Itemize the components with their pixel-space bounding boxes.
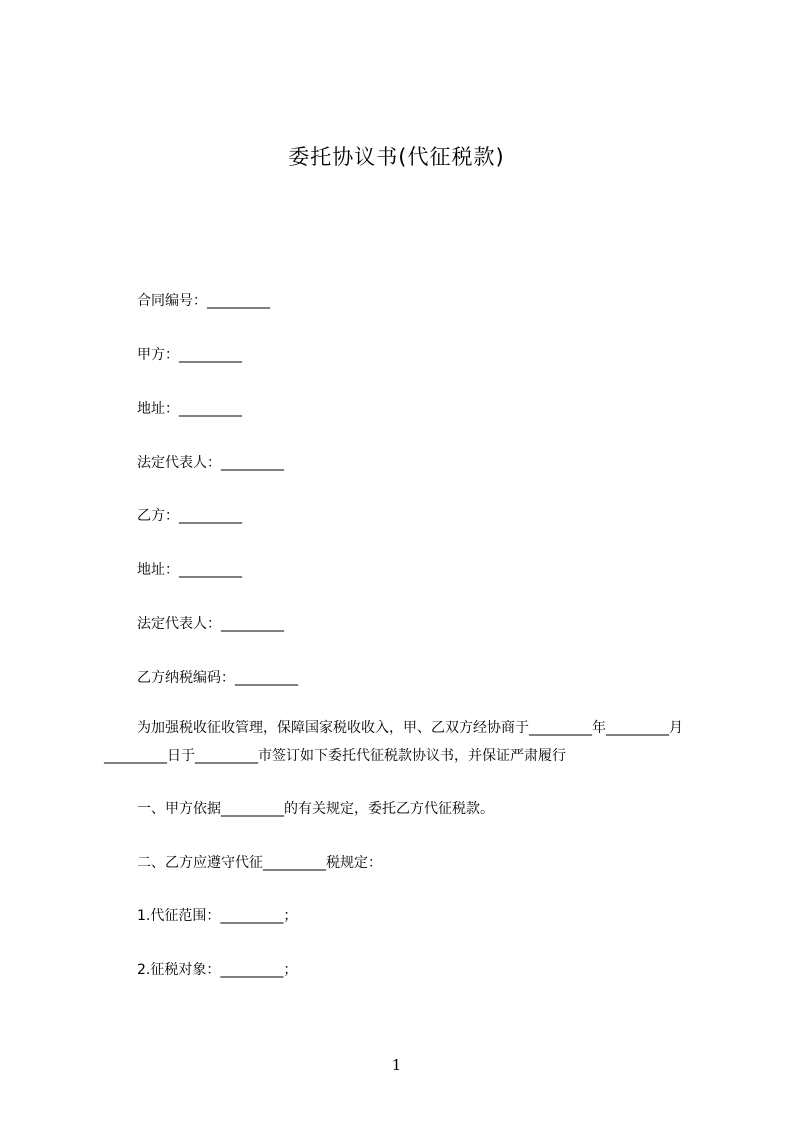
clause-2: 二、乙方应遵守代征_________税规定： (137, 855, 382, 871)
contract-number-field: 合同编号：_________ (137, 293, 270, 309)
intro-paragraph: 为加强税收征收管理，保障国家税收收入，甲、乙双方经协商于_________年_________月_________日于_________市签订如下委托代征税款协议书，并保证严肃履行 (104, 720, 683, 764)
party-a-field: 甲方：_________ (137, 347, 242, 363)
party-b-address-field: 地址：_________ (137, 562, 242, 578)
party-b-field: 乙方：_________ (137, 508, 242, 524)
clause-2-item-2: 2.征税对象：_________； (137, 962, 298, 978)
clause-1: 一、甲方依据_________的有关规定，委托乙方代征税款。 (137, 801, 494, 817)
party-b-tax-code-field: 乙方纳税编码：_________ (137, 670, 298, 686)
party-a-address-field: 地址：_________ (137, 401, 242, 417)
document-title: 委托协议书(代征税款) (288, 145, 505, 169)
party-b-legal-representative-field: 法定代表人：_________ (137, 616, 284, 632)
clause-2-item-1: 1.代征范围：_________； (137, 908, 298, 924)
party-a-legal-representative-field: 法定代表人：_________ (137, 455, 284, 471)
page-number: 1 (391, 1056, 402, 1074)
